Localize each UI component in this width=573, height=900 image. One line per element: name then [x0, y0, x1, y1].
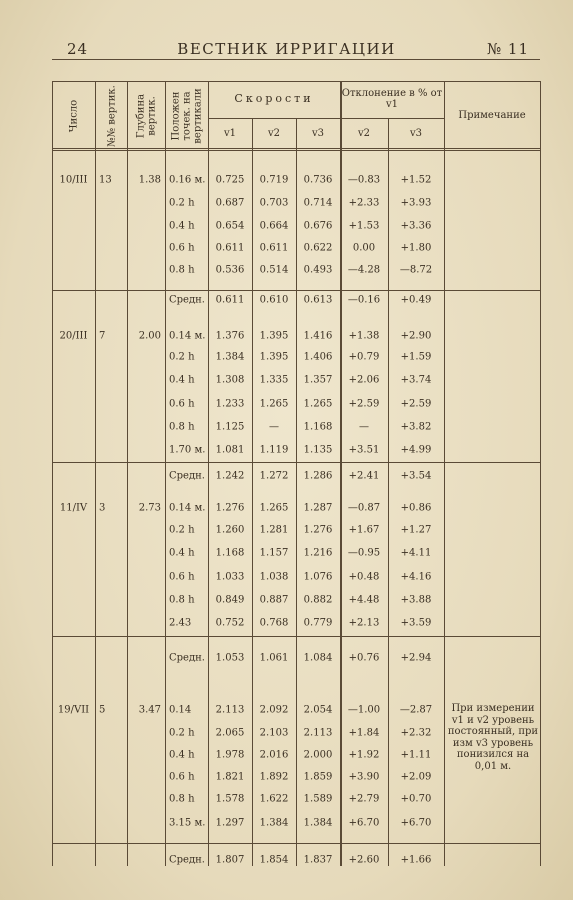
v3-cell: 1.265 — [303, 398, 333, 410]
v2-cell: 2.103 — [259, 727, 289, 739]
position-cell: 0.6 h — [169, 571, 195, 583]
v1-cell: 1.308 — [215, 374, 245, 386]
dev-v2-cell: —1.00 — [347, 704, 381, 716]
v3-cell: 0.676 — [303, 220, 333, 232]
v3-cell: 1.837 — [303, 854, 333, 866]
v2-cell: 0.887 — [259, 594, 289, 606]
depth-cell: 1.38 — [138, 174, 161, 186]
dev-v3-cell: —2.87 — [399, 704, 433, 716]
dev-v3-cell: +0.49 — [400, 294, 432, 306]
position-cell: 0.4 h — [169, 374, 195, 386]
v3-cell: 1.084 — [303, 652, 333, 664]
journal-title: ВЕСТНИК ИРРИГАЦИИ — [177, 40, 396, 58]
dev-v2-cell: 0.00 — [352, 242, 376, 254]
v3-cell: 1.384 — [303, 817, 333, 829]
dev-v3-cell: +4.11 — [400, 547, 432, 559]
issue-number: № 11 — [486, 40, 529, 58]
date-cell: 19/VII — [57, 704, 90, 716]
v2-cell: 1.157 — [259, 547, 289, 559]
column-rule — [95, 81, 96, 866]
v1-cell: 1.807 — [215, 854, 245, 866]
position-cell: 2.43 — [169, 617, 192, 629]
v2-cell: 0.719 — [259, 174, 289, 186]
v1-cell: 2.065 — [215, 727, 245, 739]
v2-cell: 1.622 — [259, 793, 289, 805]
v1-cell: 1.125 — [215, 421, 245, 433]
v1-cell: 1.242 — [215, 470, 245, 482]
header-rule — [52, 59, 540, 60]
dev-v3-cell: +3.36 — [400, 220, 432, 232]
dev-v3-cell: +1.80 — [400, 242, 432, 254]
position-cell: 0.6 h — [169, 242, 195, 254]
dev-v2-cell: +0.48 — [348, 571, 380, 583]
dev-v2-cell: +2.59 — [348, 398, 380, 410]
v1-cell: 1.168 — [215, 547, 245, 559]
dev-v2-cell: +2.79 — [348, 793, 380, 805]
v3-cell: 0.493 — [303, 264, 333, 276]
v2-cell: 0.610 — [259, 294, 289, 306]
v1-cell: 1.260 — [215, 524, 245, 536]
dev-v3-cell: +3.59 — [400, 617, 432, 629]
position-cell: 0.2 h — [169, 351, 195, 363]
dev-v2-cell: +2.06 — [348, 374, 380, 386]
v1-cell: 0.611 — [215, 242, 245, 254]
depth-cell: 2.00 — [138, 330, 161, 342]
position-cell: 0.4 h — [169, 220, 195, 232]
header-deviation: Отклонение в % от v1 — [341, 88, 443, 110]
v2-cell: 1.061 — [259, 652, 289, 664]
v2-cell: 0.611 — [259, 242, 289, 254]
position-cell: 0.4 h — [169, 749, 195, 761]
date-cell: 11/IV — [59, 502, 88, 514]
v1-cell: 0.849 — [215, 594, 245, 606]
v2-cell: 0.514 — [259, 264, 289, 276]
dev-v3-cell: +2.09 — [400, 771, 432, 783]
v3-cell: 1.859 — [303, 771, 333, 783]
v1-cell: 1.276 — [215, 502, 245, 514]
dev-v3-cell: +6.70 — [400, 817, 432, 829]
v2-cell: 1.384 — [259, 817, 289, 829]
dev-v3-cell: +3.88 — [400, 594, 432, 606]
dev-v2-cell: +2.13 — [348, 617, 380, 629]
dev-v3-cell: +2.32 — [400, 727, 432, 739]
v3-cell: 0.613 — [303, 294, 333, 306]
dev-v2-cell: +1.53 — [348, 220, 380, 232]
position-cell: 0.14 м. — [169, 330, 206, 342]
v3-cell: 1.357 — [303, 374, 333, 386]
v2-cell: 1.265 — [259, 398, 289, 410]
v2-cell: 1.265 — [259, 502, 289, 514]
position-cell: 1.70 м. — [169, 444, 206, 456]
dev-v2-cell: +1.38 — [348, 330, 380, 342]
header-dev-v2: v2 — [357, 128, 370, 139]
position-cell: 0.2 h — [169, 197, 195, 209]
date-cell: 20/III — [59, 330, 88, 342]
dev-v2-cell: —4.28 — [347, 264, 381, 276]
v1-cell: 0.687 — [215, 197, 245, 209]
v3-cell: 1.406 — [303, 351, 333, 363]
v1-cell: 1.053 — [215, 652, 245, 664]
position-cell: Средн. — [169, 652, 205, 664]
v3-cell: 2.113 — [303, 727, 333, 739]
v3-cell: 0.622 — [303, 242, 333, 254]
position-cell: Средн. — [169, 470, 205, 482]
column-rule — [444, 81, 445, 866]
v1-cell: 0.752 — [215, 617, 245, 629]
header-remarks: Примечание — [458, 110, 526, 121]
dev-v2-cell: +1.67 — [348, 524, 380, 536]
column-rule — [52, 81, 53, 866]
v1-cell: 0.654 — [215, 220, 245, 232]
v1-cell: 0.725 — [215, 174, 245, 186]
dev-v3-cell: +3.93 — [400, 197, 432, 209]
dev-v2-cell: +4.48 — [348, 594, 380, 606]
dev-v3-cell: +1.66 — [400, 854, 432, 866]
v1-cell: 0.536 — [215, 264, 245, 276]
position-cell: 3.15 м. — [169, 817, 206, 829]
position-cell: 0.14 м. — [169, 502, 206, 514]
v3-cell: 0.882 — [303, 594, 333, 606]
depth-cell: 3.47 — [138, 704, 161, 716]
dev-v3-cell: +0.86 — [400, 502, 432, 514]
position-cell: 0.8 h — [169, 793, 195, 805]
v1-cell: 1.033 — [215, 571, 245, 583]
v2-cell: 1.854 — [259, 854, 289, 866]
v2-cell: 1.119 — [259, 444, 289, 456]
table-top-rule — [52, 81, 540, 82]
header-velocities: Скорости — [234, 92, 314, 105]
v1-cell: 2.113 — [215, 704, 245, 716]
dev-v3-cell: +2.90 — [400, 330, 432, 342]
v2-cell: 1.281 — [259, 524, 289, 536]
v1-cell: 0.611 — [215, 294, 245, 306]
page-number: 24 — [67, 40, 89, 58]
v3-cell: 1.276 — [303, 524, 333, 536]
v2-cell: — — [269, 421, 279, 433]
dev-v3-cell: +3.54 — [400, 470, 432, 482]
position-cell: 0.8 h — [169, 264, 195, 276]
dev-v2-cell: +2.60 — [348, 854, 380, 866]
v2-cell: 1.892 — [259, 771, 289, 783]
v2-cell: 0.768 — [259, 617, 289, 629]
dev-v3-cell: +3.74 — [400, 374, 432, 386]
dev-v3-cell: +1.11 — [400, 749, 432, 761]
position-cell: 0.6 h — [169, 771, 195, 783]
v2-cell: 1.395 — [259, 351, 289, 363]
dev-v3-cell: +1.52 — [400, 174, 432, 186]
v1-cell: 1.376 — [215, 330, 245, 342]
dev-v2-cell: +2.33 — [348, 197, 380, 209]
dev-v2-cell: —0.16 — [347, 294, 381, 306]
depth-cell: 2.73 — [138, 502, 161, 514]
v2-cell: 1.395 — [259, 330, 289, 342]
v1-cell: 1.578 — [215, 793, 245, 805]
dev-v2-cell: +1.92 — [348, 749, 380, 761]
header-v1: v1 — [223, 128, 236, 139]
position-cell: Средн. — [169, 854, 205, 866]
v1-cell: 1.978 — [215, 749, 245, 761]
v3-cell: 0.714 — [303, 197, 333, 209]
v1-cell: 1.081 — [215, 444, 245, 456]
v2-cell: 0.664 — [259, 220, 289, 232]
position-cell: 0.2 h — [169, 524, 195, 536]
column-rule — [540, 81, 541, 866]
position-cell: 0.8 h — [169, 594, 195, 606]
v2-cell: 1.038 — [259, 571, 289, 583]
dev-v2-cell: +2.41 — [348, 470, 380, 482]
dev-v2-cell: — — [359, 421, 369, 433]
v3-cell: 0.779 — [303, 617, 333, 629]
v3-cell: 0.736 — [303, 174, 333, 186]
v2-cell: 2.092 — [259, 704, 289, 716]
v3-cell: 1.076 — [303, 571, 333, 583]
position-cell: 0.6 h — [169, 398, 195, 410]
v3-cell: 1.286 — [303, 470, 333, 482]
position-cell: Средн. — [169, 294, 205, 306]
dev-v3-cell: +1.59 — [400, 351, 432, 363]
v3-cell: 1.216 — [303, 547, 333, 559]
dev-v2-cell: +0.76 — [348, 652, 380, 664]
dev-v2-cell: +3.51 — [348, 444, 380, 456]
v2-cell: 2.016 — [259, 749, 289, 761]
v1-cell: 1.384 — [215, 351, 245, 363]
header-position: Положен точек. на вертикали — [170, 87, 203, 144]
vertical-no-cell: 5 — [99, 704, 106, 716]
v3-cell: 2.054 — [303, 704, 333, 716]
v3-cell: 1.168 — [303, 421, 333, 433]
dev-v2-cell: —0.95 — [347, 547, 381, 559]
position-cell: 0.16 м. — [169, 174, 206, 186]
v2-cell: 1.272 — [259, 470, 289, 482]
vertical-no-cell: 7 — [99, 330, 106, 342]
dev-v3-cell: —8.72 — [399, 264, 433, 276]
dev-v3-cell: +3.82 — [400, 421, 432, 433]
header-vertical-no: №№ вертик. — [105, 84, 117, 147]
v2-cell: 1.335 — [259, 374, 289, 386]
position-cell: 0.8 h — [169, 421, 195, 433]
column-rule — [127, 81, 128, 866]
header-dev-v3: v3 — [409, 128, 422, 139]
v2-cell: 0.703 — [259, 197, 289, 209]
dev-v3-cell: +4.99 — [400, 444, 432, 456]
subheader-rule — [208, 118, 444, 119]
dev-v3-cell: +4.16 — [400, 571, 432, 583]
dev-v3-cell: +0.70 — [400, 793, 432, 805]
v3-cell: 1.416 — [303, 330, 333, 342]
dev-v2-cell: +0.79 — [348, 351, 380, 363]
header-v3: v3 — [311, 128, 324, 139]
position-cell: 0.4 h — [169, 547, 195, 559]
remark-note: При измерении v1 и v2 уровень постоянный, при изм v3 уровень понизился на 0,01 м. — [447, 703, 539, 772]
vertical-no-cell: 3 — [99, 502, 106, 514]
dev-v2-cell: +6.70 — [348, 817, 380, 829]
dev-v2-cell: —0.83 — [347, 174, 381, 186]
dev-v2-cell: —0.87 — [347, 502, 381, 514]
header-depth: Глубина вертик. — [135, 93, 157, 138]
header-date: Число — [68, 99, 79, 132]
v3-cell: 1.287 — [303, 502, 333, 514]
position-cell: 0.2 h — [169, 727, 195, 739]
date-cell: 10/III — [59, 174, 88, 186]
dev-v3-cell: +1.27 — [400, 524, 432, 536]
column-rule — [165, 81, 166, 866]
dev-v2-cell: +3.90 — [348, 771, 380, 783]
dev-v2-cell: +1.84 — [348, 727, 380, 739]
v1-cell: 1.297 — [215, 817, 245, 829]
dev-v3-cell: +2.59 — [400, 398, 432, 410]
dev-v3-cell: +2.94 — [400, 652, 432, 664]
vertical-no-cell: 13 — [99, 174, 112, 186]
v3-cell: 2.000 — [303, 749, 333, 761]
v1-cell: 1.821 — [215, 771, 245, 783]
header-v2: v2 — [267, 128, 280, 139]
v1-cell: 1.233 — [215, 398, 245, 410]
v3-cell: 1.589 — [303, 793, 333, 805]
v3-cell: 1.135 — [303, 444, 333, 456]
position-cell: 0.14 — [169, 704, 192, 716]
